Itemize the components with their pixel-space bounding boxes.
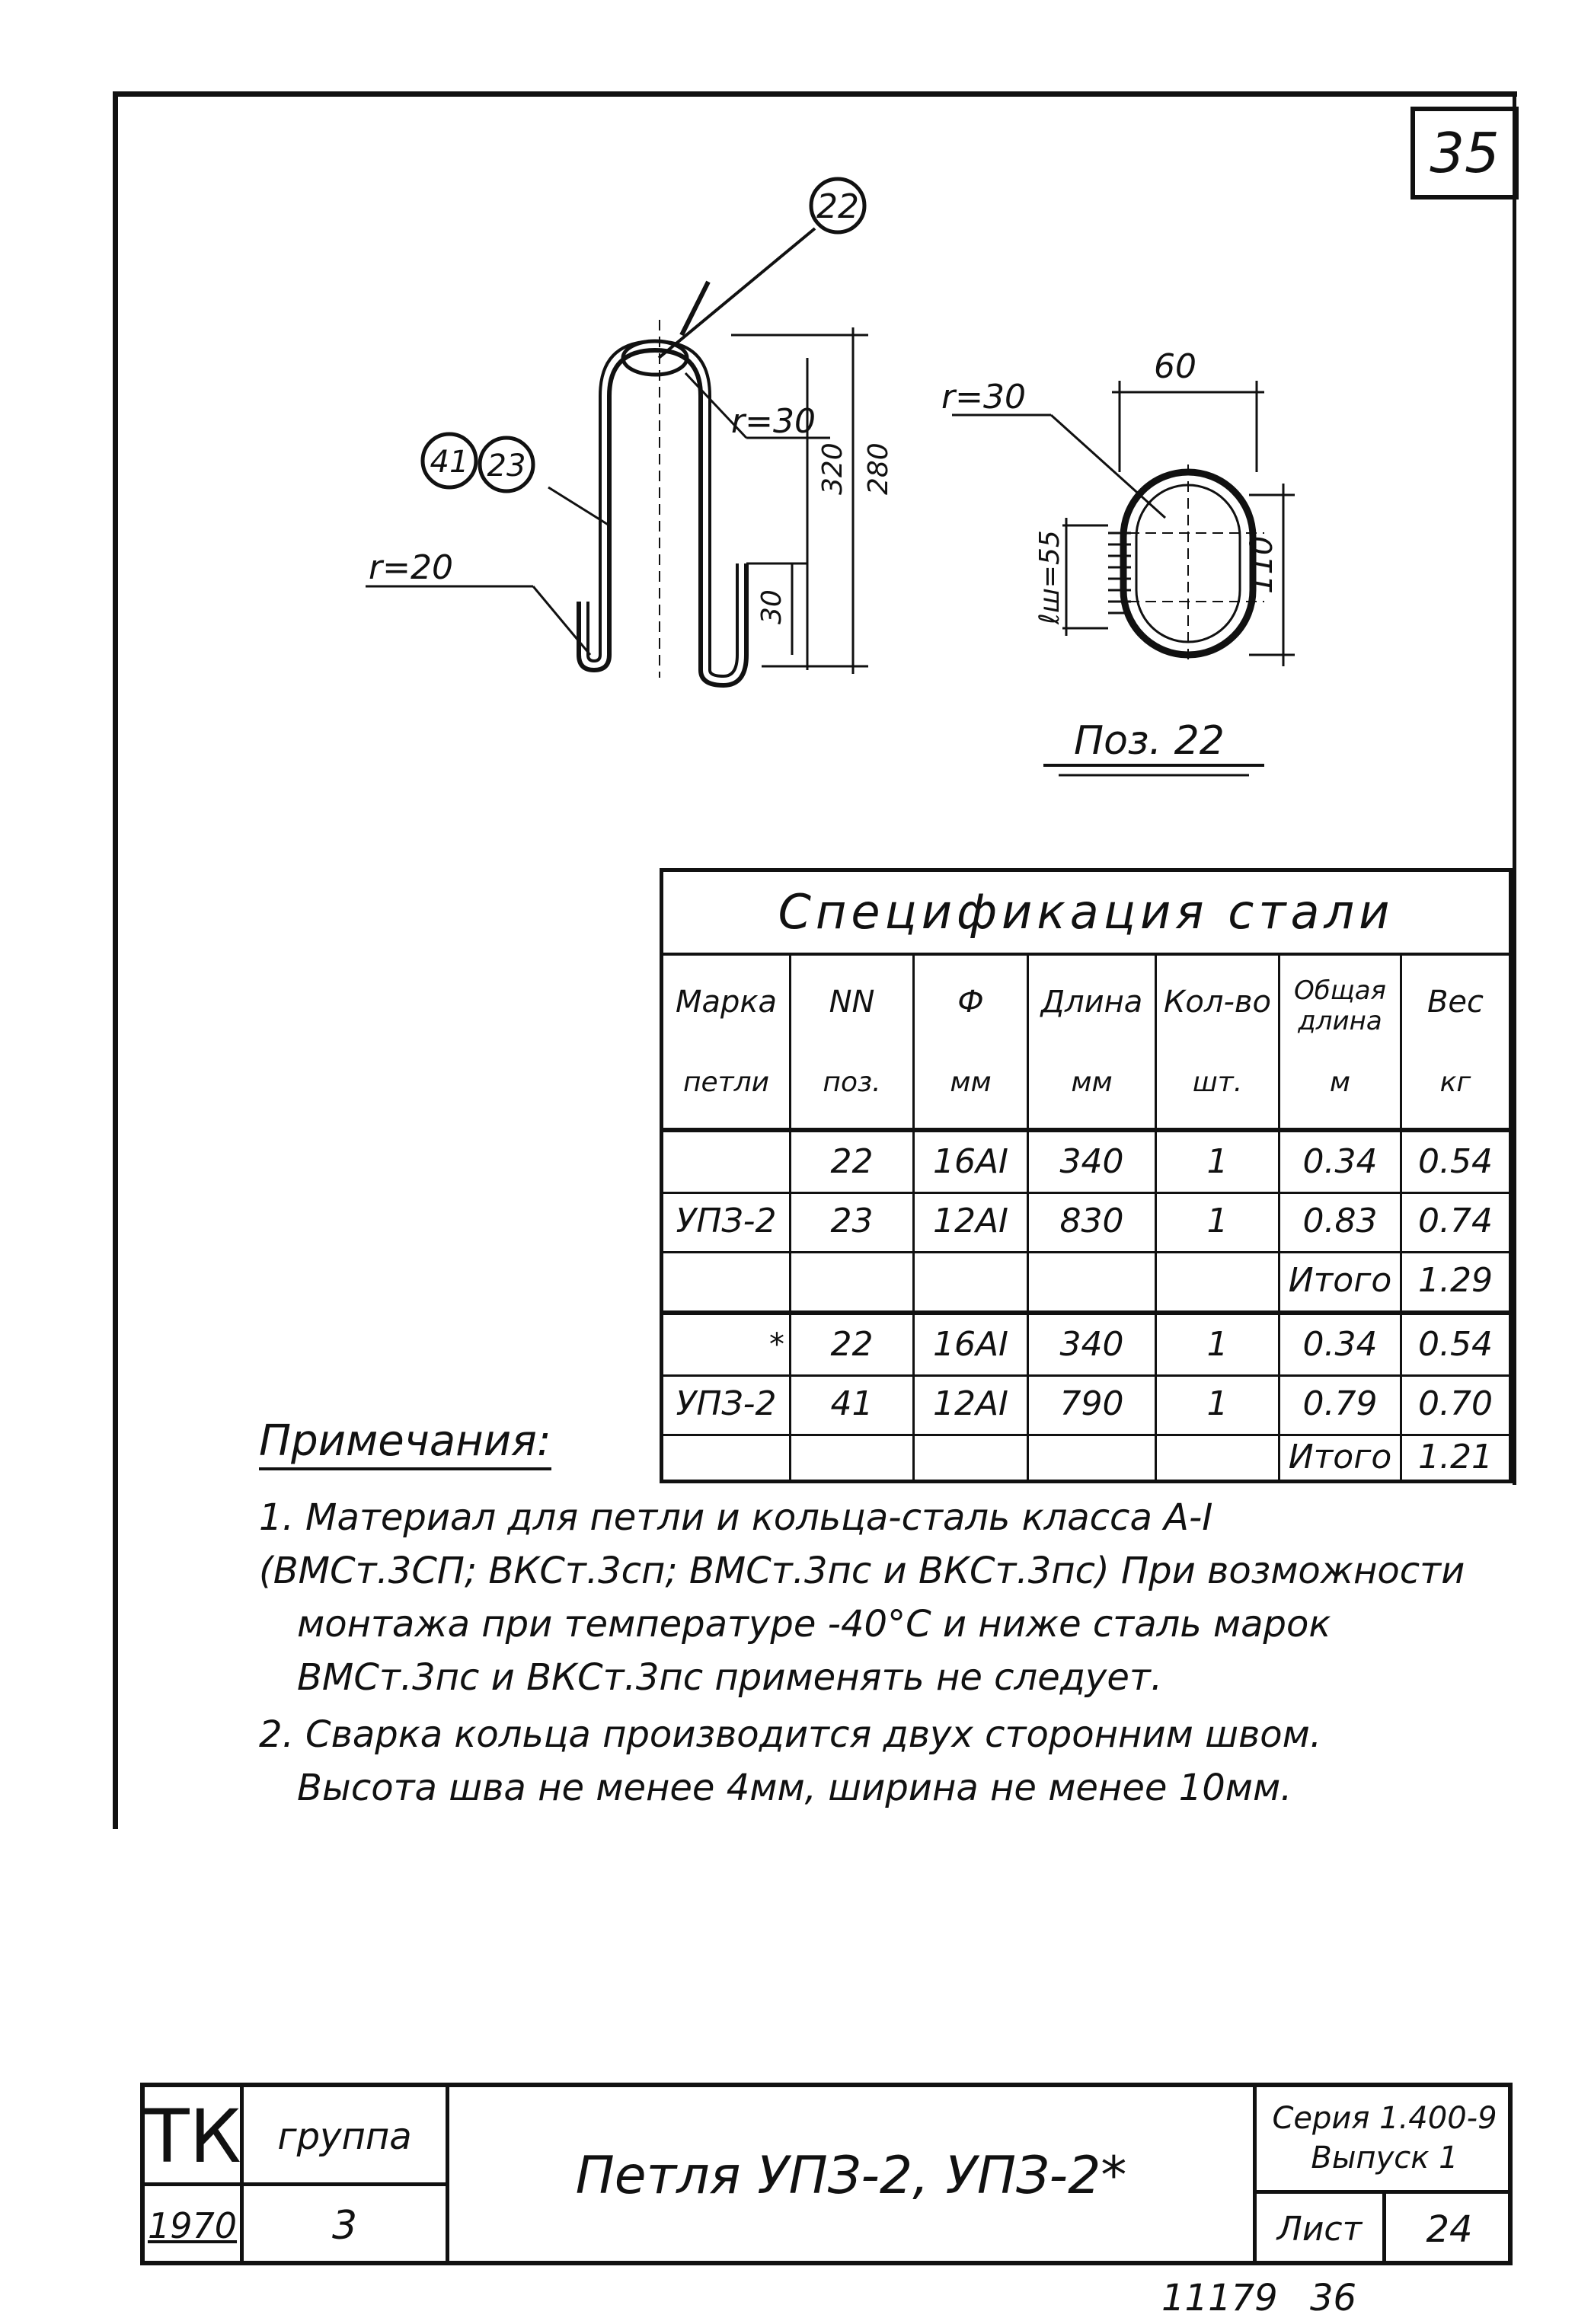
mark-group-1: УПЗ-2 bbox=[663, 1192, 791, 1251]
steel-specification-table bbox=[660, 868, 1513, 1483]
note-line: ВМСт.3пс и ВКСт.3пс применять не следует. bbox=[297, 1656, 1163, 1699]
notes-title: Примечания: bbox=[259, 1416, 551, 1470]
header-diameter: Ф мм bbox=[915, 953, 1029, 1128]
year: 1970 bbox=[145, 2186, 244, 2265]
group-label: группа bbox=[244, 2087, 449, 2186]
header-length: Длина мм bbox=[1029, 953, 1157, 1128]
note-line: 2. Сварка кольца производится двух сторонним швом. bbox=[259, 1713, 1322, 1756]
label-r30-left: r=30 bbox=[731, 402, 816, 441]
sheet-value: 24 bbox=[1426, 2208, 1473, 2251]
note-line: монтажа при температуре -40°С и ниже сталь марок bbox=[297, 1603, 1331, 1646]
issue: Выпуск 1 bbox=[1311, 2140, 1458, 2176]
group-value: 3 bbox=[244, 2186, 449, 2265]
table-row-total: Итого 1.21 bbox=[663, 1434, 1509, 1481]
title-block bbox=[140, 2083, 1513, 2265]
table-row: УПЗ-2 41 12AI 790 1 0.79 0.70 bbox=[663, 1374, 1509, 1436]
table-row: 22 16AI 340 1 0.34 0.54 bbox=[663, 1132, 1509, 1194]
label-r30-right: r=30 bbox=[941, 378, 1026, 417]
org-code: ТК bbox=[145, 2087, 244, 2186]
series-issue bbox=[1257, 2087, 1513, 2194]
spec-table-header bbox=[663, 953, 1509, 1132]
label-dim-60: 60 bbox=[1154, 347, 1196, 386]
note-line: (ВМСт.3СП; ВКСт.3сп; ВМСт.3пс и ВКСт.3пс) При возможности bbox=[259, 1550, 1465, 1592]
table-row: * 22 16AI 340 1 0.34 0.54 bbox=[663, 1315, 1509, 1377]
series: Серия 1.400-9 bbox=[1272, 2101, 1497, 2136]
callout-41: 41 bbox=[430, 445, 469, 480]
label-dim-110: 110 bbox=[1244, 535, 1279, 594]
spec-table-title: Спецификация стали bbox=[663, 872, 1509, 956]
label-r20: r=20 bbox=[369, 548, 453, 587]
note-line: Высота шва не менее 4мм, ширина не менее 10мм. bbox=[297, 1767, 1292, 1809]
label-dim-30: 30 bbox=[756, 589, 788, 624]
note-line: 1. Материал для петли и кольца-сталь класса А-I bbox=[259, 1496, 1213, 1539]
header-weight: Вес кг bbox=[1426, 985, 1484, 1098]
header-mark: Марка петли bbox=[663, 953, 791, 1128]
loop-drawing bbox=[0, 0, 1575, 853]
footer-code: 11179 bbox=[1161, 2277, 1278, 2319]
header-total-length: Общая длина м bbox=[1280, 953, 1402, 1128]
callout-23: 23 bbox=[487, 449, 526, 484]
mark-group-2: УПЗ-2 bbox=[663, 1374, 791, 1434]
label-dim-280: 280 bbox=[863, 442, 894, 495]
label-dim-320: 320 bbox=[817, 442, 848, 495]
header-position: NN поз. bbox=[791, 953, 915, 1128]
sheet-label: Лист bbox=[1257, 2194, 1386, 2265]
table-row: УПЗ-2 23 12AI 830 1 0.83 0.74 bbox=[663, 1192, 1509, 1253]
callout-22: 22 bbox=[816, 187, 859, 226]
header-quantity: Кол-во шт. bbox=[1157, 953, 1280, 1128]
drawing-title: Петля УПЗ-2, УПЗ-2* bbox=[449, 2087, 1257, 2265]
sheet-number: 35 bbox=[1410, 107, 1519, 200]
pos-22-caption: Поз. 22 bbox=[1074, 718, 1225, 764]
footer-page: 36 bbox=[1310, 2277, 1357, 2319]
table-row-total: Итого 1.29 bbox=[663, 1251, 1509, 1315]
label-weld-length: ℓш=55 bbox=[1034, 530, 1065, 624]
